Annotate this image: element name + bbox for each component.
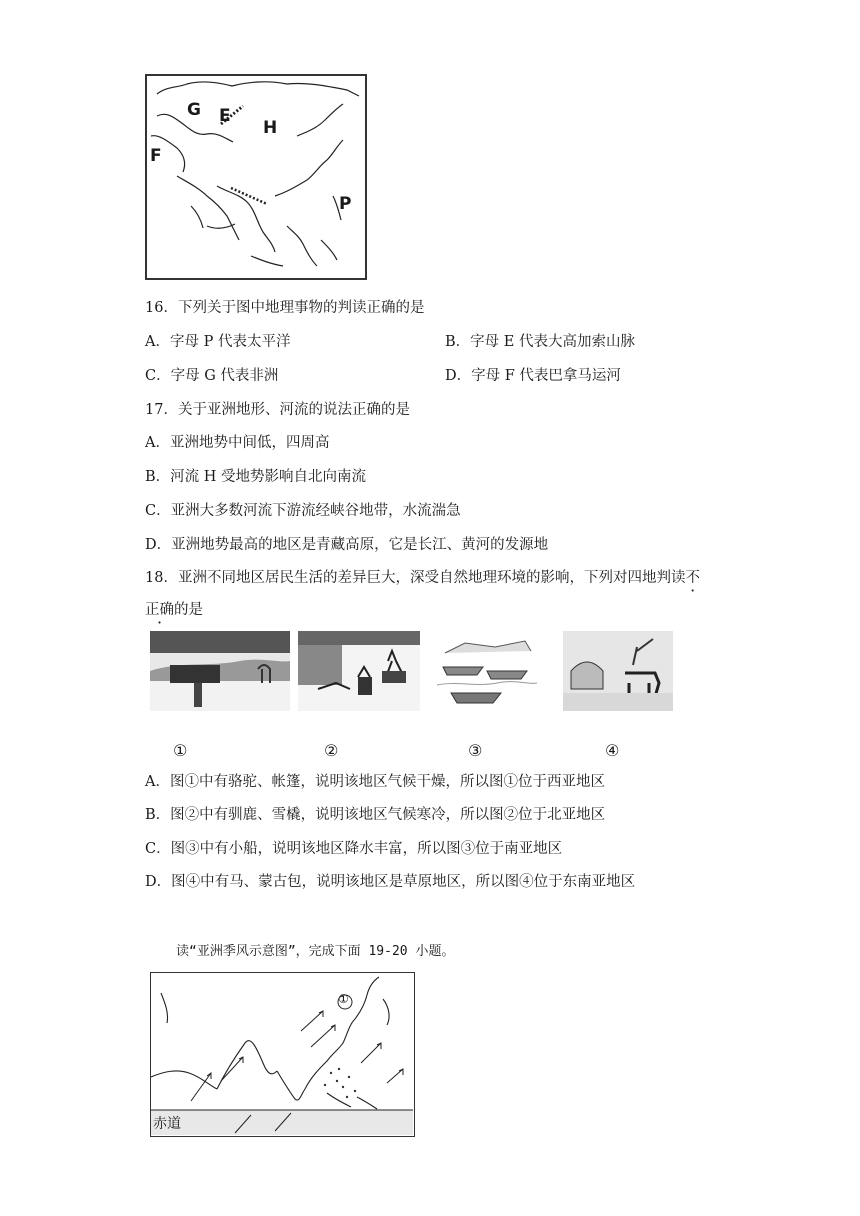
map-label-p: P bbox=[339, 194, 352, 214]
q17-stem: 17．关于亚洲地形、河流的说法正确的是 bbox=[145, 402, 410, 418]
q18-stem-cont bbox=[145, 600, 203, 620]
q16-stem: 16．下列关于图中地理事物的判读正确的是 bbox=[145, 300, 425, 316]
photo-yurt-horse bbox=[563, 631, 673, 711]
photo-desert-camel bbox=[150, 631, 290, 711]
q17-option-c: C．亚洲大多数河流下游流经峡谷地带，水流湍急 bbox=[145, 503, 461, 519]
q16-option-a: A．字母 P 代表太平洋 bbox=[145, 334, 291, 350]
map-label-h: H bbox=[263, 118, 278, 138]
map-label-g: G bbox=[187, 100, 201, 120]
asia-map bbox=[145, 74, 367, 280]
equator-label: 赤道 bbox=[153, 1116, 181, 1132]
q18-emphasis-correct: 正确 bbox=[145, 602, 174, 618]
q16-option-d: D．字母 F 代表巴拿马运河 bbox=[445, 368, 621, 384]
q17-option-b: B．河流 H 受地势影响自北向南流 bbox=[145, 469, 367, 485]
photo-number-1: ① bbox=[173, 741, 188, 760]
q18-option-c: C．图③中有小船，说明该地区降水丰富，所以图③位于南亚地区 bbox=[145, 841, 563, 857]
photo-number-4: ④ bbox=[605, 741, 620, 760]
q18-stem bbox=[145, 568, 700, 588]
monsoon-map bbox=[150, 972, 415, 1137]
q18-emphasis-not: 不 bbox=[685, 570, 700, 586]
photo-reindeer-sled bbox=[298, 631, 420, 711]
monsoon-map-drawing bbox=[151, 973, 413, 1135]
map2-region-label: ① bbox=[338, 992, 349, 1006]
q16-option-c: C．字母 G 代表非洲 bbox=[145, 368, 279, 384]
q19-20-intro: 读“亚洲季风示意图”，完成下面 19-20 小题。 bbox=[176, 944, 455, 959]
q17-option-d: D．亚洲地势最高的地区是青藏高原，它是长江、黄河的发源地 bbox=[145, 537, 549, 553]
map-label-e: E bbox=[219, 106, 231, 126]
q17-option-a: A．亚洲地势中间低，四周高 bbox=[145, 435, 330, 451]
q16-option-b: B．字母 E 代表大高加索山脉 bbox=[445, 334, 635, 350]
q18-option-a: A．图①中有骆驼、帐篷，说明该地区气候干燥，所以图①位于西亚地区 bbox=[145, 774, 605, 790]
q18-option-d: D．图④中有马、蒙古包，说明该地区是草原地区，所以图④位于东南亚地区 bbox=[145, 874, 636, 890]
q18-stem-tail: 的是 bbox=[174, 602, 203, 618]
q18-stem-main: 18．亚洲不同地区居民生活的差异巨大，深受自然地理环境的影响，下列对四地判读 bbox=[145, 570, 686, 586]
photo-boats bbox=[437, 631, 537, 711]
q18-option-b: B．图②中有驯鹿、雪橇，说明该地区气候寒冷，所以图②位于北亚地区 bbox=[145, 807, 606, 823]
photo-number-2: ② bbox=[324, 741, 339, 760]
photo-number-3: ③ bbox=[468, 741, 483, 760]
asia-map-drawing bbox=[147, 76, 365, 278]
map-label-f: F bbox=[150, 146, 162, 166]
